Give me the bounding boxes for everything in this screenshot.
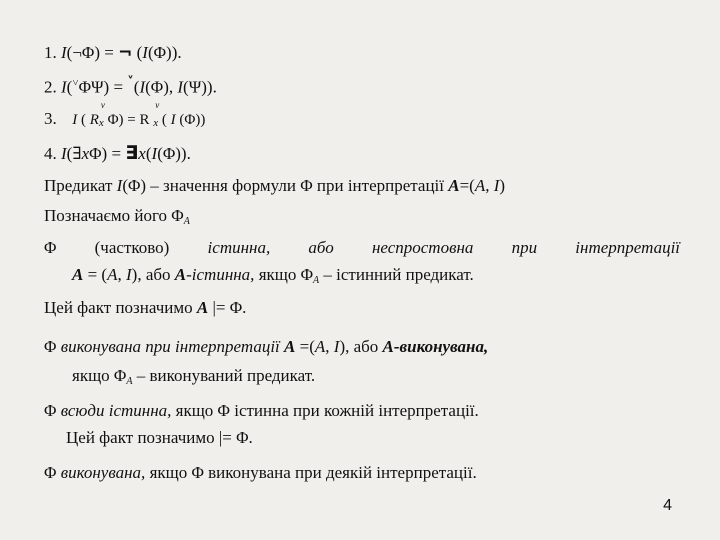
accent-mark: v: [100, 100, 105, 110]
structure-symbol: A: [382, 337, 394, 356]
rule-mid: Φ) = R: [103, 112, 154, 128]
rule-open: (: [158, 112, 171, 128]
rule-lhs: ΦΨ) =: [78, 77, 128, 97]
italic-text: -виконувана,: [393, 337, 489, 356]
text: – істинний предикат.: [319, 265, 474, 284]
interpretation-symbol: I: [61, 43, 67, 62]
phi-symbol: Φ: [44, 238, 57, 257]
text: ,: [325, 337, 334, 356]
rule-close: (Φ)): [175, 112, 206, 128]
text: (Φ) – значення формули Φ при інтерпретації: [122, 176, 449, 195]
phi-symbol: Φ: [44, 337, 61, 356]
text: Цей факт позначимо: [44, 298, 197, 317]
rule-lhs-open: (: [66, 77, 73, 97]
satisfiable-definition-line2: [44, 365, 680, 392]
text: якщо Φ істинна при кожній інтерпретації.: [171, 401, 479, 420]
disjunction-symbol: ˅: [127, 75, 134, 90]
italic-text: при: [511, 238, 538, 257]
variable-x: x: [98, 117, 104, 129]
satisfiable-general-definition: [44, 462, 680, 483]
text: ,: [485, 176, 494, 195]
interpretation-symbol: I: [61, 77, 67, 97]
text: ,: [117, 265, 126, 284]
text: Позначаємо його Φ: [44, 206, 184, 225]
italic-text: виконувана,: [60, 463, 146, 482]
denote-line: [44, 205, 680, 232]
italic-text: неспростовна: [371, 238, 474, 257]
text: =(: [459, 176, 475, 195]
rule-rhs-open: (: [133, 77, 140, 97]
rule-number: 1.: [44, 43, 57, 62]
accent-mark: v: [155, 100, 160, 110]
rule-rhs-mid: (Φ),: [145, 77, 178, 97]
italic-text: істинна,: [207, 238, 271, 257]
text: Цей факт позначимо |= Φ.: [66, 428, 253, 447]
phi-symbol: Φ: [44, 401, 61, 420]
text: |= Φ.: [208, 298, 247, 317]
subscript: A: [183, 216, 190, 227]
rule-rhs-close: (Ψ)).: [183, 77, 217, 97]
rule-number: 4.: [44, 144, 57, 163]
interpretation-symbol: I: [170, 112, 176, 128]
interpretation-symbol: I: [116, 176, 123, 195]
rule-open: (: [77, 112, 90, 128]
interpretation-symbol: I: [72, 112, 78, 128]
rule-rhs-close: (Φ)).: [147, 43, 182, 62]
interpretation-symbol: I: [333, 337, 340, 356]
text: ), або: [339, 337, 383, 356]
structure-symbol: A: [196, 298, 209, 317]
fact-line-1: [44, 297, 680, 318]
disjunction-symbol: ˅: [72, 77, 79, 89]
text: ), або: [131, 265, 175, 284]
rule-1: [44, 42, 680, 64]
true-definition-line2: [44, 264, 680, 291]
text: ): [499, 176, 506, 195]
predicate-definition: [44, 175, 680, 196]
interpretation-symbol: I: [139, 77, 146, 97]
variable-x: x: [81, 144, 90, 163]
rule-open: (: [145, 144, 152, 163]
rule-4: [44, 143, 680, 164]
text: =(: [295, 337, 315, 356]
subscript: A: [126, 376, 133, 387]
rule-mid: Φ) =: [89, 144, 126, 163]
page-number: 4: [663, 497, 672, 514]
structure-symbol: A: [314, 337, 326, 356]
interpretation-symbol: I: [61, 144, 67, 163]
text: якщо Φ: [254, 265, 314, 284]
quantifier-R-symbol: R: [89, 112, 99, 128]
exists-symbol: ∃: [125, 142, 139, 164]
quantifier-subscript: [153, 100, 160, 134]
variable-x: x: [153, 117, 159, 129]
italic-text: виконувана при інтерпретації: [60, 337, 285, 356]
interpretation-symbol: I: [493, 176, 500, 195]
structure-symbol: A: [474, 176, 486, 195]
valid-definition: [44, 400, 680, 421]
rule-number: 2.: [44, 77, 57, 97]
structure-symbol: A: [72, 265, 84, 284]
true-definition-line1: [44, 237, 680, 258]
italic-text: або: [308, 238, 334, 257]
interpretation-symbol: I: [151, 144, 158, 163]
structure-symbol: A: [107, 265, 118, 284]
interpretation-symbol: I: [125, 265, 132, 284]
rule-rhs-open: (: [132, 43, 143, 62]
text: = (: [83, 265, 108, 284]
text: Предикат: [44, 176, 117, 195]
interpretation-symbol: I: [177, 77, 184, 97]
quantifier-subscript: [98, 100, 105, 134]
structure-symbol: A: [174, 265, 187, 284]
italic-text: всюди істинна,: [60, 401, 172, 420]
fact-line-2: [66, 427, 680, 448]
negation-symbol: ¬: [118, 43, 133, 63]
text: якщо Φ виконувана при деякій інтерпретації.: [145, 463, 477, 482]
exists-symbol: ∃: [72, 144, 82, 163]
italic-text: інтерпретації: [575, 238, 681, 257]
phi-symbol: Φ: [44, 463, 61, 482]
rule-3: [44, 100, 680, 134]
rule-close: (Φ)).: [157, 144, 191, 163]
rule-2: [44, 72, 680, 98]
subscript: A: [313, 275, 320, 286]
rule-lhs: (¬Φ) =: [66, 43, 119, 62]
italic-text: -істинна,: [186, 265, 255, 284]
interpretation-symbol: I: [142, 43, 148, 62]
variable-x: x: [138, 144, 146, 163]
structure-symbol: A: [448, 176, 460, 195]
text: якщо Φ: [72, 366, 127, 385]
text: – виконуваний предикат.: [132, 366, 316, 385]
structure-symbol: A: [284, 337, 296, 356]
rule-open: (: [66, 144, 73, 163]
satisfiable-definition-line1: [44, 336, 680, 357]
text: (частково): [94, 238, 170, 257]
rule-number: 3.: [44, 109, 57, 128]
